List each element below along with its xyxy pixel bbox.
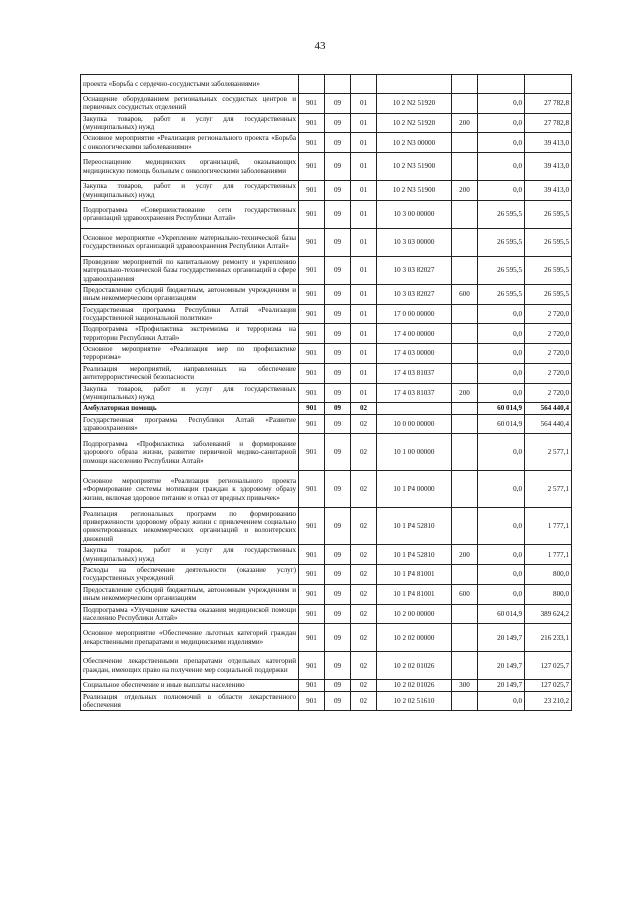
cell-amount-2: 127 025,7	[525, 680, 572, 691]
cell-expense-type	[452, 565, 478, 585]
cell-expense-type	[452, 604, 478, 624]
cell-grbs: 901	[299, 113, 325, 133]
budget-table	[80, 74, 572, 711]
cell-amount-2: 564 440,4	[525, 403, 572, 414]
cell-name: Проведение мероприятий по капитальному ремонту и укреплению материально-технической базы государственных организаций в сфере здравоохранения	[81, 256, 299, 284]
cell-amount-1: 0,0	[478, 691, 525, 711]
cell-target-article: 10 1 P4 00000	[377, 471, 452, 508]
cell-target-article: 10 2 N3 00000	[377, 133, 452, 153]
cell-section: 09	[325, 324, 351, 344]
table-row	[81, 584, 572, 604]
table-row	[81, 545, 572, 565]
cell-subsection: 01	[351, 324, 377, 344]
cell-section: 09	[325, 113, 351, 133]
cell-target-article: 10 2 02 01026	[377, 652, 452, 680]
cell-expense-type: 600	[452, 584, 478, 604]
cell-name: Закупка товаров, работ и услуг для государственных (муниципальных) нужд	[81, 113, 299, 133]
cell-section	[325, 75, 351, 94]
cell-section: 09	[325, 414, 351, 434]
cell-name: Предоставление субсидий бюджетным, автономным учреждениям и иным некоммерческим организациям	[81, 284, 299, 304]
cell-grbs: 901	[299, 545, 325, 565]
cell-name: Закупка товаров, работ и услуг для государственных (муниципальных) нужд	[81, 383, 299, 403]
cell-subsection: 02	[351, 584, 377, 604]
cell-section: 09	[325, 284, 351, 304]
cell-target-article: 10 2 N2 51920	[377, 94, 452, 114]
cell-grbs: 901	[299, 624, 325, 652]
cell-expense-type: 200	[452, 113, 478, 133]
cell-section: 09	[325, 624, 351, 652]
cell-target-article: 10 2 N2 51920	[377, 113, 452, 133]
cell-target-article: 10 1 P4 81001	[377, 584, 452, 604]
cell-name: Расходы на обеспечение деятельности (оказание услуг) государственных учреждений	[81, 565, 299, 585]
cell-grbs: 901	[299, 584, 325, 604]
table-row	[81, 200, 572, 228]
cell-grbs: 901	[299, 153, 325, 181]
cell-target-article: 10 2 02 01026	[377, 680, 452, 691]
cell-amount-2: 1 777,1	[525, 508, 572, 545]
table-row	[81, 113, 572, 133]
cell-expense-type	[452, 94, 478, 114]
cell-amount-1: 0,0	[478, 471, 525, 508]
cell-target-article: 17 4 03 81037	[377, 383, 452, 403]
cell-amount-1: 0,0	[478, 94, 525, 114]
cell-name: Переоснащение медицинских организаций, оказывающих медицинскую помощь больным с онкологическими заболеваниями	[81, 153, 299, 181]
cell-amount-2: 216 233,1	[525, 624, 572, 652]
cell-amount-1: 26 595,5	[478, 256, 525, 284]
cell-amount-1: 0,0	[478, 344, 525, 364]
cell-subsection: 01	[351, 344, 377, 364]
table-row	[81, 75, 572, 94]
table-row	[81, 624, 572, 652]
cell-amount-2: 800,0	[525, 565, 572, 585]
cell-amount-1: 0,0	[478, 113, 525, 133]
cell-amount-2: 23 210,2	[525, 691, 572, 711]
table-row	[81, 133, 572, 153]
cell-amount-2: 26 595,5	[525, 284, 572, 304]
cell-amount-2: 26 595,5	[525, 256, 572, 284]
cell-amount-2: 2 720,0	[525, 383, 572, 403]
cell-expense-type	[452, 256, 478, 284]
cell-subsection: 02	[351, 545, 377, 565]
cell-amount-1: 20 149,7	[478, 680, 525, 691]
table-row	[81, 344, 572, 364]
cell-grbs: 901	[299, 181, 325, 201]
cell-subsection: 01	[351, 256, 377, 284]
cell-section: 09	[325, 363, 351, 383]
cell-name: Реализация региональных программ по формированию приверженности здоровому образу жизни с привлечением социально ориентированных некоммерческих организаций и волонтерских движений	[81, 508, 299, 545]
cell-amount-2: 27 782,8	[525, 113, 572, 133]
cell-expense-type	[452, 200, 478, 228]
cell-subsection: 01	[351, 383, 377, 403]
cell-target-article: 10 2 00 00000	[377, 604, 452, 624]
cell-grbs: 901	[299, 652, 325, 680]
cell-grbs: 901	[299, 691, 325, 711]
cell-amount-1: 0,0	[478, 304, 525, 324]
cell-amount-2: 39 413,0	[525, 133, 572, 153]
cell-amount-2: 2 720,0	[525, 324, 572, 344]
cell-target-article	[377, 75, 452, 94]
cell-grbs: 901	[299, 344, 325, 364]
cell-section: 09	[325, 545, 351, 565]
cell-subsection: 01	[351, 363, 377, 383]
cell-name: Основное мероприятие «Реализация мер по профилактике терроризма»	[81, 344, 299, 364]
cell-target-article: 10 3 03 00000	[377, 228, 452, 256]
cell-expense-type	[452, 304, 478, 324]
cell-name: Основное мероприятие «Обеспечение льготных категорий граждан лекарственными препаратами и медицинскими изделиями»	[81, 624, 299, 652]
cell-section: 09	[325, 691, 351, 711]
cell-subsection: 01	[351, 228, 377, 256]
cell-grbs: 901	[299, 471, 325, 508]
cell-amount-2: 564 440,4	[525, 414, 572, 434]
cell-amount-1: 60 014,9	[478, 604, 525, 624]
table-row	[81, 652, 572, 680]
cell-section: 09	[325, 133, 351, 153]
cell-subsection: 01	[351, 113, 377, 133]
cell-amount-1: 60 014,9	[478, 403, 525, 414]
cell-amount-2: 127 025,7	[525, 652, 572, 680]
cell-section: 09	[325, 94, 351, 114]
cell-grbs: 901	[299, 434, 325, 471]
cell-subsection: 01	[351, 304, 377, 324]
cell-expense-type	[452, 344, 478, 364]
cell-section: 09	[325, 604, 351, 624]
table-row	[81, 94, 572, 114]
cell-grbs: 901	[299, 133, 325, 153]
cell-section: 09	[325, 153, 351, 181]
cell-name: Подпрограмма «Профилактика экстремизма и терроризма на территории Республики Алтай»	[81, 324, 299, 344]
cell-expense-type	[452, 228, 478, 256]
cell-expense-type	[452, 324, 478, 344]
cell-subsection: 02	[351, 604, 377, 624]
cell-subsection: 02	[351, 624, 377, 652]
cell-expense-type	[452, 508, 478, 545]
cell-subsection: 01	[351, 284, 377, 304]
table-row	[81, 383, 572, 403]
cell-target-article: 10 2 02 51610	[377, 691, 452, 711]
cell-section: 09	[325, 471, 351, 508]
cell-amount-1: 0,0	[478, 153, 525, 181]
cell-expense-type: 600	[452, 284, 478, 304]
table-row	[81, 153, 572, 181]
cell-target-article: 10 1 P4 52810	[377, 508, 452, 545]
cell-section: 09	[325, 200, 351, 228]
cell-expense-type	[452, 691, 478, 711]
cell-amount-1: 26 595,5	[478, 200, 525, 228]
cell-expense-type	[452, 624, 478, 652]
cell-amount-2: 2 720,0	[525, 344, 572, 364]
table-row	[81, 363, 572, 383]
cell-subsection: 01	[351, 200, 377, 228]
table-body	[81, 75, 572, 711]
cell-target-article: 10 3 00 00000	[377, 200, 452, 228]
table-row	[81, 256, 572, 284]
cell-amount-2: 389 624,2	[525, 604, 572, 624]
cell-section: 09	[325, 403, 351, 414]
cell-expense-type: 200	[452, 545, 478, 565]
cell-amount-1: 0,0	[478, 434, 525, 471]
cell-name: Основное мероприятие «Реализация регионального проекта «Формирование системы мотивации граждан к здоровому образу жизни, включая здоровое питание и отказ от вредных привычек»	[81, 471, 299, 508]
cell-amount-2: 26 595,5	[525, 200, 572, 228]
cell-subsection: 01	[351, 153, 377, 181]
cell-grbs: 901	[299, 414, 325, 434]
cell-target-article	[377, 403, 452, 414]
cell-subsection: 02	[351, 434, 377, 471]
cell-section: 09	[325, 344, 351, 364]
cell-subsection: 01	[351, 133, 377, 153]
cell-target-article: 17 4 00 00000	[377, 324, 452, 344]
cell-section: 09	[325, 181, 351, 201]
cell-subsection: 02	[351, 652, 377, 680]
cell-section: 09	[325, 434, 351, 471]
cell-amount-1: 0,0	[478, 363, 525, 383]
cell-amount-1: 20 149,7	[478, 652, 525, 680]
cell-amount-2: 800,0	[525, 584, 572, 604]
cell-name: Социальное обеспечение и иные выплаты населению	[81, 680, 299, 691]
cell-section: 09	[325, 565, 351, 585]
cell-amount-2: 39 413,0	[525, 181, 572, 201]
cell-amount-1: 0,0	[478, 565, 525, 585]
cell-name: Закупка товаров, работ и услуг для государственных (муниципальных) нужд	[81, 545, 299, 565]
table-row	[81, 604, 572, 624]
cell-amount-1: 0,0	[478, 181, 525, 201]
cell-section: 09	[325, 652, 351, 680]
table-row	[81, 228, 572, 256]
cell-subsection: 02	[351, 565, 377, 585]
cell-section: 09	[325, 508, 351, 545]
cell-name: Государственная программа Республики Алтай «Развитие здравоохранения»	[81, 414, 299, 434]
cell-name: Закупка товаров, работ и услуг для государственных (муниципальных) нужд	[81, 181, 299, 201]
cell-expense-type	[452, 75, 478, 94]
cell-amount-2: 2 720,0	[525, 363, 572, 383]
cell-subsection: 02	[351, 691, 377, 711]
cell-grbs: 901	[299, 324, 325, 344]
cell-grbs: 901	[299, 680, 325, 691]
cell-name: Подпрограмма «Совершенствование сети государственных организаций здравоохранения Республики Алтай»	[81, 200, 299, 228]
cell-grbs: 901	[299, 363, 325, 383]
cell-name: Реализация мероприятий, направленных на обеспечение антитеррористической безопасности	[81, 363, 299, 383]
cell-amount-1: 26 595,5	[478, 228, 525, 256]
cell-target-article: 17 4 03 00000	[377, 344, 452, 364]
table-row	[81, 414, 572, 434]
cell-section: 09	[325, 383, 351, 403]
cell-name: Амбулаторная помощь	[81, 403, 299, 414]
cell-target-article: 10 1 00 00000	[377, 434, 452, 471]
table-row	[81, 284, 572, 304]
cell-name: Подпрограмма «Улучшение качества оказания медицинской помощи населению Республики Алтай»	[81, 604, 299, 624]
cell-grbs: 901	[299, 256, 325, 284]
cell-expense-type	[452, 414, 478, 434]
cell-expense-type: 200	[452, 181, 478, 201]
cell-name: Основное мероприятие «Укрепление материально-технической базы государственных организаций здравоохранения Республики Алтай»	[81, 228, 299, 256]
cell-grbs: 901	[299, 94, 325, 114]
cell-target-article: 17 0 00 00000	[377, 304, 452, 324]
cell-amount-2: 2 577,1	[525, 434, 572, 471]
cell-amount-1: 20 149,7	[478, 624, 525, 652]
cell-grbs: 901	[299, 284, 325, 304]
cell-grbs: 901	[299, 228, 325, 256]
cell-name: Государственная программа Республики Алтай «Реализация государственной национальной политики»	[81, 304, 299, 324]
cell-expense-type	[452, 133, 478, 153]
cell-grbs: 901	[299, 604, 325, 624]
cell-subsection	[351, 75, 377, 94]
cell-subsection: 01	[351, 181, 377, 201]
cell-amount-2: 2 720,0	[525, 304, 572, 324]
table-row	[81, 565, 572, 585]
table-row	[81, 471, 572, 508]
cell-expense-type	[452, 434, 478, 471]
cell-amount-1: 0,0	[478, 508, 525, 545]
cell-subsection: 02	[351, 508, 377, 545]
cell-section: 09	[325, 584, 351, 604]
table-row	[81, 181, 572, 201]
table-row	[81, 403, 572, 414]
cell-target-article: 10 2 02 00000	[377, 624, 452, 652]
cell-expense-type	[452, 471, 478, 508]
table-row	[81, 434, 572, 471]
table-row	[81, 691, 572, 711]
cell-subsection: 02	[351, 680, 377, 691]
cell-subsection: 02	[351, 403, 377, 414]
cell-section: 09	[325, 256, 351, 284]
cell-section: 09	[325, 304, 351, 324]
cell-target-article: 10 2 N3 51900	[377, 153, 452, 181]
cell-subsection: 01	[351, 94, 377, 114]
cell-amount-2: 2 577,1	[525, 471, 572, 508]
cell-target-article: 17 4 03 81037	[377, 363, 452, 383]
cell-grbs: 901	[299, 403, 325, 414]
cell-amount-1: 0,0	[478, 383, 525, 403]
cell-name: Предоставление субсидий бюджетным, автономным учреждениям и иным некоммерческим организациям	[81, 584, 299, 604]
cell-amount-2: 26 595,5	[525, 228, 572, 256]
table-row	[81, 304, 572, 324]
cell-name: проекта «Борьба с сердечно-сосудистыми заболеваниями»	[81, 75, 299, 94]
cell-subsection: 02	[351, 471, 377, 508]
cell-target-article: 10 0 00 00000	[377, 414, 452, 434]
cell-grbs: 901	[299, 508, 325, 545]
cell-grbs: 901	[299, 200, 325, 228]
cell-amount-1: 0,0	[478, 133, 525, 153]
cell-amount-2: 1 777,1	[525, 545, 572, 565]
cell-grbs: 901	[299, 565, 325, 585]
cell-amount-2: 39 413,0	[525, 153, 572, 181]
cell-target-article: 10 3 03 82027	[377, 256, 452, 284]
cell-name: Подпрограмма «Профилактика заболеваний и формирование здорового образа жизни, развитие первичной медико-санитарной помощи населению Республики Алтай»	[81, 434, 299, 471]
cell-amount-1: 60 014,9	[478, 414, 525, 434]
cell-subsection: 02	[351, 414, 377, 434]
cell-expense-type	[452, 363, 478, 383]
cell-amount-1: 26 595,5	[478, 284, 525, 304]
cell-name: Реализация отдельных полномочий в области лекарственного обеспечения	[81, 691, 299, 711]
cell-expense-type	[452, 403, 478, 414]
cell-target-article: 10 1 P4 81001	[377, 565, 452, 585]
cell-grbs	[299, 75, 325, 94]
cell-amount-2	[525, 75, 572, 94]
cell-amount-1: 0,0	[478, 324, 525, 344]
cell-name: Основное мероприятие «Реализация регионального проекта «Борьба с онкологическими заболеваниями»	[81, 133, 299, 153]
cell-expense-type	[452, 153, 478, 181]
cell-target-article: 10 2 N3 51900	[377, 181, 452, 201]
cell-grbs: 901	[299, 304, 325, 324]
page-number: 43	[314, 40, 326, 52]
cell-expense-type	[452, 652, 478, 680]
cell-name: Оснащение оборудованием региональных сосудистых центров и первичных сосудистых отделений	[81, 94, 299, 114]
cell-amount-1: 0,0	[478, 545, 525, 565]
cell-amount-2: 27 782,8	[525, 94, 572, 114]
cell-target-article: 10 3 03 82027	[377, 284, 452, 304]
table-row	[81, 324, 572, 344]
cell-expense-type: 200	[452, 383, 478, 403]
cell-section: 09	[325, 228, 351, 256]
table-row	[81, 508, 572, 545]
cell-name: Обеспечение лекарственными препаратами отдельных категорий граждан, имеющих право на получение мер социальной поддержки	[81, 652, 299, 680]
cell-amount-1: 0,0	[478, 584, 525, 604]
cell-section: 09	[325, 680, 351, 691]
cell-grbs: 901	[299, 383, 325, 403]
cell-amount-1	[478, 75, 525, 94]
cell-target-article: 10 1 P4 52810	[377, 545, 452, 565]
cell-expense-type: 300	[452, 680, 478, 691]
table-row	[81, 680, 572, 691]
